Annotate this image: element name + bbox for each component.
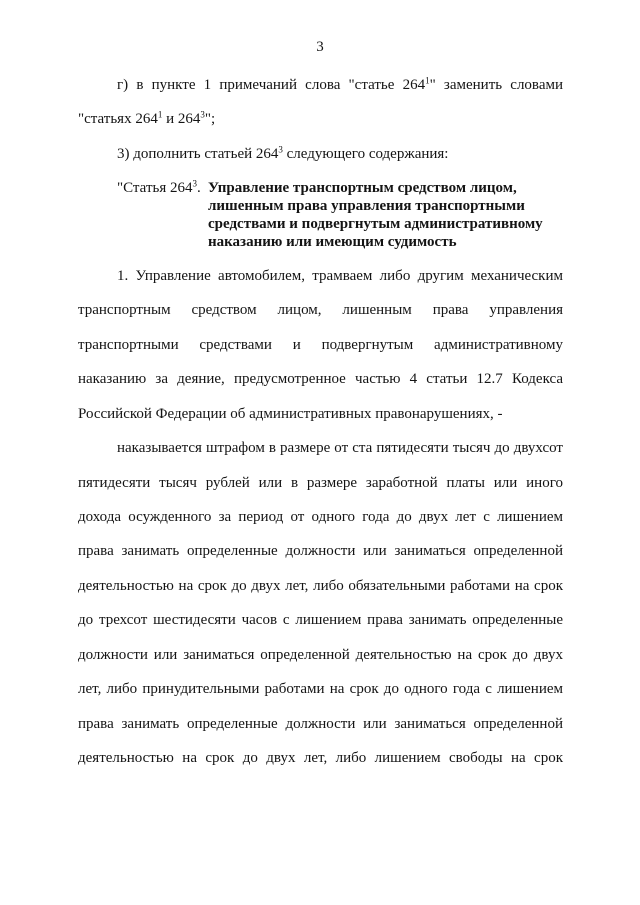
article-title [208, 179, 563, 251]
article-heading [78, 171, 563, 259]
text-segment: следующего содержания: [282, 145, 449, 162]
page-number: 3 [316, 39, 324, 55]
text-segment: " заменить словами [429, 76, 563, 93]
article-penalty-line: до трехсот шестидесяти часов с лишением права занимать определенные [78, 612, 563, 629]
article-title-line: Управление транспортным средством лицом, [208, 180, 517, 196]
superscript: 1 [157, 109, 163, 120]
text-segment: г) в пункте 1 примечаний слова "статье 264 [117, 76, 426, 93]
article-title-line: наказанию или имеющим судимость [208, 234, 457, 250]
text-segment: . [196, 180, 201, 196]
article-penalty-line: деятельностью на срок до двух лет, либо обязательными работами на срок [78, 577, 563, 594]
text-segment: "Статья 264 [117, 180, 193, 196]
article-label [117, 179, 201, 197]
article-part1-line: 1. Управление автомобилем, трамваем либо другим механическим [117, 267, 563, 284]
superscript: 3 [278, 144, 283, 155]
amendment-item-g-line [78, 68, 563, 102]
article-part1-line: транспортным средством лицом, лишенным права управления [78, 302, 563, 319]
superscript: 3 [200, 109, 205, 120]
superscript: 1 [425, 75, 430, 86]
document-body [78, 68, 563, 776]
article-penalty-line: права занимать определенные должности или заниматься определенной [78, 715, 563, 732]
article-title-line: лишенным права управления транспортными [208, 198, 525, 214]
text-segment: и 264 [162, 111, 201, 128]
article-part1-line: наказанию за деяние, предусмотренное частью 4 статьи 12.7 Кодекса [78, 371, 563, 388]
text-segment: "; [204, 111, 216, 128]
article-title-line: средствами и подвергнутым административному [208, 216, 543, 232]
article-penalty-line: наказывается штрафом в размере от ста пятидесяти тысяч до двухсот [117, 440, 563, 457]
amendment-item-3-line [78, 137, 563, 171]
article-penalty-line: должности или заниматься определенной деятельностью на срок до двух [78, 646, 563, 663]
article-penalty-line: права занимать определенные должности или заниматься определенной [78, 543, 563, 560]
article-penalty-line: лет, либо принудительными работами на срок до одного года с лишением [78, 681, 563, 698]
article-penalty-line: дохода осужденного за период от одного года до двух лет с лишением [78, 508, 563, 525]
article-penalty-line: пятидесяти тысяч рублей или в размере заработной платы или иного [78, 474, 563, 491]
text-segment: 3) дополнить статьей 264 [117, 145, 279, 162]
text-segment: "статьях 264 [78, 111, 158, 128]
article-part1-line: транспортными средствами и подвергнутым административному [78, 336, 563, 353]
article-penalty-line: деятельностью на срок до двух лет, либо лишением свободы на срок [78, 750, 563, 767]
amendment-item-g-line [78, 102, 563, 136]
superscript: 3 [192, 178, 197, 189]
article-part1-line: Российской Федерации об административных правонарушениях, - [78, 405, 503, 422]
